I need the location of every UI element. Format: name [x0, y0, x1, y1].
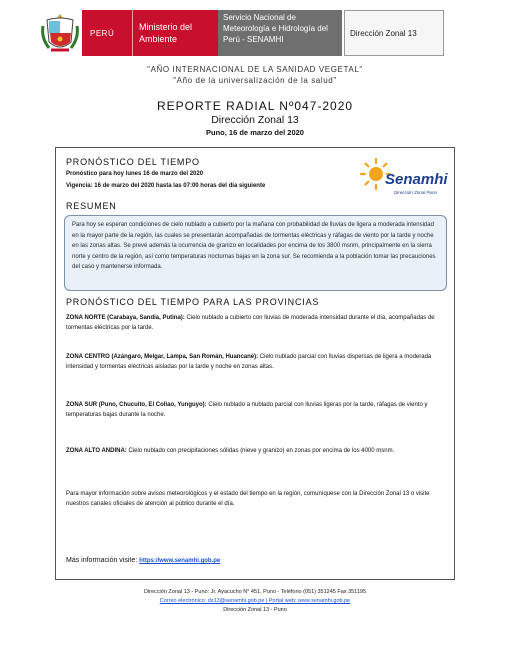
year-motto [0, 64, 510, 86]
footer-line-1: Dirección Zonal 13 - Puno: Jr. Ayacucho N° 451, Puno - Teléfono (051) 351245 Fax 351195 [143, 589, 367, 595]
senamhi-label: Servicio Nacional de Meteorología e Hidrología del Perú - SENAMHI [218, 10, 342, 56]
peru-label: PERÚ [82, 10, 132, 56]
footer-link[interactable]: Correo electrónico: dz13@senamhi.gob.pe | Portal web: www.senamhi.gob.pe [159, 598, 351, 604]
province-item [66, 353, 446, 372]
report-date: Puno, 16 de marzo del 2020 [206, 128, 304, 137]
province-label: ZONA NORTE (Carabaya, Sandia, Putina): [66, 315, 185, 321]
senamhi-logo [361, 156, 448, 200]
province-text: Cielo nublado parcial con lluvias dispersas de ligera a moderada intensidad y tormentas eléctricas aisladas por la tarde y noche en zonas altas. [66, 354, 432, 370]
report-title: REPORTE RADIAL Nº047-2020 [156, 99, 354, 113]
more-info-label: Más información visite: [66, 557, 138, 564]
peru-coat-of-arms-icon [38, 10, 82, 56]
advisory-text: Para mayor información sobre avisos meteorológicos y el estado del tiempo en la región, comuníquese con la Dirección Zonal 13 o visite nuestros canales oficiales de atención al público durante el día. [66, 491, 430, 507]
forecast-validity-line: Vigencia: 16 de marzo del 2020 hasta las 07:00 horas del día siguiente [66, 183, 266, 189]
province-label: ZONA CENTRO (Azángaro, Melgar, Lampa, San Román, Huancané): [66, 354, 259, 360]
report-subtitle: Dirección Zonal 13 [211, 114, 299, 126]
province-item [66, 447, 446, 457]
ministry-label: Ministerio del Ambiente [132, 10, 218, 56]
forecast-date-line: Pronóstico para hoy lunes 16 de marzo del 2020 [66, 171, 204, 177]
report-frame [55, 147, 455, 580]
forecast-heading: PRONÓSTICO DEL TIEMPO [66, 157, 200, 167]
summary-box [64, 215, 447, 291]
zone-label: Dirección Zonal 13 [344, 10, 444, 56]
page-header [38, 10, 444, 56]
report-title-block [0, 99, 510, 137]
province-label: ZONA SUR (Puno, Chucuito, El Collao, Yunguyo): [66, 402, 207, 408]
footer-line-2 [80, 597, 430, 606]
advisory-paragraph [66, 490, 446, 509]
more-info-link[interactable]: https://www.senamhi.gob.pe [139, 558, 221, 564]
summary-text: Para hoy se esperan condiciones de cielo nublado a cubierto por la mañana con probabilidad de lluvias de ligera a moderada intensidad en la mayor parte de la región, las cuales se presentarán acompañadas de tormentas eléctricas y ráfagas de viento por la tarde y noche en las zonas altas. Se prevé además la ocurrencia de granizo en localidades por encima de los 3800 msnm, principalmente en la sierra norte y centro de la región, así como temperaturas nocturnas bajas en la zona sur. Se recomienda a la población tomar las precauciones del caso y mantenerse informada. [72, 222, 436, 270]
logo-wordmark: Senamhi [385, 171, 448, 188]
province-text: Cielo nublado a cubierto con lluvias de moderada intensidad durante el día, acompañadas de tormentas eléctricas por la tarde. [66, 315, 435, 331]
province-item [66, 314, 446, 333]
province-label: ZONA ALTO ANDINA: [66, 448, 127, 454]
province-text: Cielo nublado a nublado parcial con lluvias ligeras por la tarde, ráfagas de viento y temperaturas bajas durante la noche. [66, 402, 428, 418]
year-line-1: "AÑO INTERNACIONAL DE LA SANIDAD VEGETAL" [147, 65, 363, 74]
summary-heading: RESUMEN [66, 201, 117, 211]
provinces-heading: PRONÓSTICO DEL TIEMPO PARA LAS PROVINCIAS [66, 297, 320, 307]
page-footer [80, 588, 430, 615]
logo-tagline: Dirección Zonal Puno [394, 190, 438, 195]
year-line-2: "Año de la universalización de la salud" [173, 76, 337, 85]
footer-line-3: Dirección Zonal 13 - Puno [223, 607, 287, 613]
province-item [66, 401, 446, 420]
province-text: Cielo nublado con precipitaciones sólidas (nieve y granizo) en zonas por encima de los 4000 msnm. [128, 448, 395, 454]
more-info [66, 557, 220, 564]
